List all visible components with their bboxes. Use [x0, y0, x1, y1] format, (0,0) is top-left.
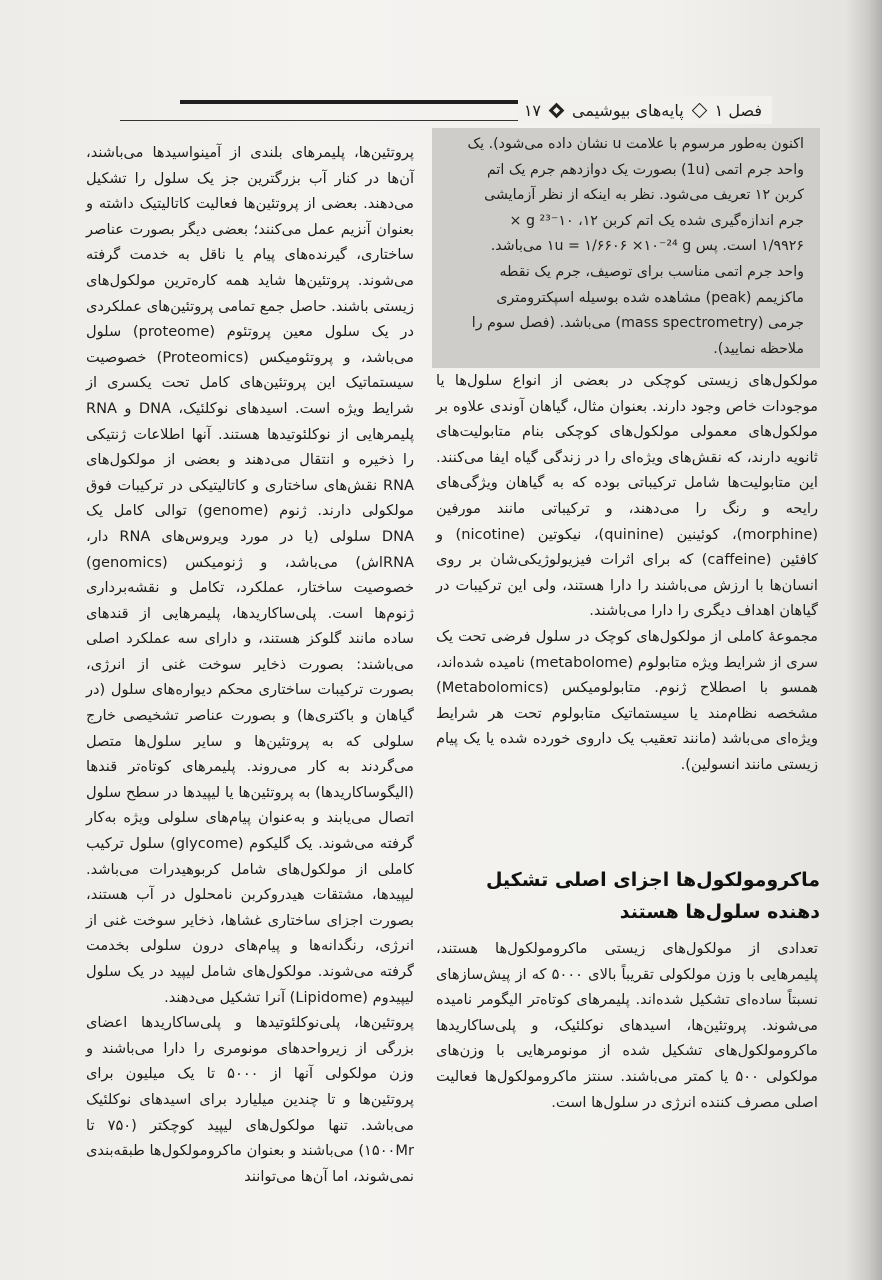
- note-line: ملاحظه نمایید).: [713, 340, 804, 357]
- filled-diamond-icon: [549, 102, 565, 118]
- paragraph-metabolome: مجموعهٔ کاملی از مولکول‌های کوچک در سلول فرضی تحت یک سری از شرایط ویژه متابولوم (metabolome) نامیده شده‌اند، همسو با اصطلاح ژنوم. متابولومیکس (Metabolomics) مشخصه نظام‌مند یا سیستماتیک متابولوم تحت هر شرایط ویژه‌ای می‌باشد (مانند تعقیب یک داروی خورده شده یا یک پیام زیستی مانند انسولین).: [436, 627, 818, 773]
- shaded-note-box: [432, 128, 820, 368]
- book-title: پایه‌های بیوشیمی: [572, 100, 684, 120]
- page-edge-shadow: [846, 0, 882, 1280]
- right-column-top: [436, 368, 818, 778]
- note-line: کربن ۱۲ تعریف می‌شود. نظر به اینکه از نظر آزمایشی: [484, 187, 804, 204]
- section-heading: ماکرومولکول‌ها اجزای اصلی تشکیل دهنده سلول‌ها هستند: [485, 869, 820, 923]
- right-column-section: [436, 936, 818, 1115]
- paragraph-metabolites: مولکول‌های زیستی کوچکی در بعضی از انواع سلول‌ها یا موجودات خاص وجود دارند. بعنوان مثال، گیاهان آوندی علاوه بر مولکول‌های معمولی مولکول‌های کوچکی بنام متابولیت‌های ثانویه دارند، که نقش‌های ویژه‌ای را در زندگی گیاه ایفا می‌کنند. این متابولیت‌ها شامل ترکیباتی بوده که به گیاهان ویژگی‌های رایحه و رنگ را می‌دهند، و ترکیباتی مانند مورفین (morphine)، کوئینین (quinine)، نیکوتین (nicotine) و کافئین (caffeine) که برای اثرات فیزیولوژیکی‌شان بر روی انسان‌ها با ارزش می‌باشند را دارا هستند، ولی این ترکیبات در گیاهان اهداف دیگری را دارا می‌باشند.: [436, 372, 819, 620]
- note-line: جرمی (mass spectrometry) می‌باشد. (فصل سوم را: [471, 315, 804, 332]
- note-line: ماکزیمم (peak) مشاهده شده بوسیله اسپکترومتری: [496, 289, 804, 306]
- note-line: واحد جرم اتمی (1u) بصورت یک دوازدهم جرم یک اتم: [486, 161, 804, 178]
- note-line: اکنون به‌طور مرسوم با علامت u نشان داده می‌شود). یک: [467, 136, 804, 152]
- paragraph-macromolecules: تعدادی از مولکول‌های زیستی ماکرومولکول‌ها هستند، پلیمرهایی با وزن مولکولی تقریباً بالای ۵۰۰۰ که از پیش‌سازهای نسبتاً ساده‌ای تشکیل شده‌اند. پلیمرهای کوتاه‌تر الیگومر نامیده می‌شوند. پروتئین‌ها، اسیدهای نوکلئیک، و پلی‌ساکاریدها ماکرومولکول‌های تشکیل شده از مونومرهایی با وزن‌های مولکولی ۵۰۰ یا کمتر می‌باشند. سنتز ماکرومولکول‌ها فعالیت اصلی مصرف کننده انرژی در سلول‌ها است.: [436, 940, 818, 1111]
- note-box-text: [444, 132, 804, 362]
- running-header: [518, 96, 772, 124]
- note-line: واحد جرم اتمی مناسب برای توصیف، جرم یک نقطه: [499, 263, 804, 280]
- chapter-label: فصل ۱: [714, 100, 762, 120]
- note-line: جرم اندازه‌گیری شده یک اتم کربن ۱۲، ۱۰⁻²³ g ×: [509, 212, 804, 229]
- paragraph-molecular-weights: پروتئین‌ها، پلی‌نوکلئوتیدها و پلی‌ساکاریدها اعضای بزرگی از زیرواحدهای مونومری را دارا می‌باشند و وزن مولکولی آنها از ۵۰۰۰ تا یک میلیون برای پروتئین‌ها و تا چندین میلیارد برای اسیدهای نوکلئیک می‌باشد. تنها مولکول‌های لیپید کوچکتر (۷۵۰ تا ۱۵۰۰Mr) می‌باشند و بعنوان ماکرومولکول‌ها طبقه‌بندی نمی‌شوند، اما آن‌ها می‌توانند: [86, 1014, 414, 1185]
- page-number: ۱۷: [523, 100, 542, 120]
- diamond-icon: [691, 102, 707, 118]
- note-line: ۱/۹۹۲۶ است. پس ۱u = ۱/۶۶۰۶ ×۱۰⁻²⁴ g می‌باشد.: [490, 238, 804, 255]
- paragraph-biopolymers: پروتئین‌ها، پلیمرهای بلندی از آمینواسیدها می‌باشند، آن‌ها در کنار آب بزرگترین جز یک سلول را تشکیل می‌دهند. بعضی از پروتئین‌ها فعالیت کاتالیتیک داشته و بعنوان آنزیم عمل می‌کنند؛ بعضی دیگر بصورت عناصر ساختاری، گیرنده‌های پیام یا ناقل به خدمت گرفته می‌شوند. پروتئین‌ها شاید همه کاره‌ترین مولکول‌های زیستی باشند. حاصل جمع تمامی پروتئین‌های عملکردی در یک سلول معین پروتئوم (proteome) سلول می‌باشد، و پروتئومیکس (Proteomics) خصوصیت سیستماتیک این پروتئین‌های کامل تحت یکسری از شرایط ویژه است. اسیدهای نوکلئیک، DNA و RNA پلیمرهایی از نوکلئوتیدها هستند. آنها اطلاعات ژنتیکی را ذخیره و انتقال می‌دهند و بعضی از مولکول‌های RNA نقش‌های ساختاری و کاتالیتیکی در ترکیبات فوق مولکولی دارند. ژنوم (genome) توالی کامل یک DNA سلولی (یا در مورد ویروس‌های RNA دار، RNAاش) می‌باشد، و ژنومیکس (genomics) خصوصیت ساختار، عملکرد، تکامل و نقشه‌برداری ژنوم‌ها است. پلی‌ساکاریدها، پلیمرهایی از قندهای ساده مانند گلوکز هستند، و دارای سه عملکرد اصلی می‌باشند: بصورت ذخایر سوخت غنی از انرژی، بصورت ترکیبات ساختاری محکم دیواره‌های سلول (در گیاهان و باکتری‌ها) و بصورت عناصر تشخیصی خارج سلولی که به پروتئین‌ها و سایر سلول‌ها متصل می‌گردند به کار می‌روند. پلیمرهای کوتاه‌تر قندها (الیگوساکاریدها) به پروتئین‌ها یا لیپیدها در سطح سلول اتصال می‌یابند و به‌عنوان پیام‌های سلولی ویژه به‌کار گرفته می‌شوند. یک گلیکوم (glycome) سلول ترکیب کاملی از مولکول‌های شامل کربوهیدرات می‌باشد. لیپیدها، مشتقات هیدروکربن نامحلول در آب هستند، بصورت اجزای ساختاری غشاها، ذخایر سوخت غنی از انرژی، رنگدانه‌ها و پیام‌های درون سلولی بخدمت گرفته می‌شوند. مولکول‌های شامل لیپید در یک سلول لیپیدوم (Lipidome) آنرا تشکیل می‌دهند.: [86, 144, 415, 1006]
- left-column: [86, 140, 414, 1189]
